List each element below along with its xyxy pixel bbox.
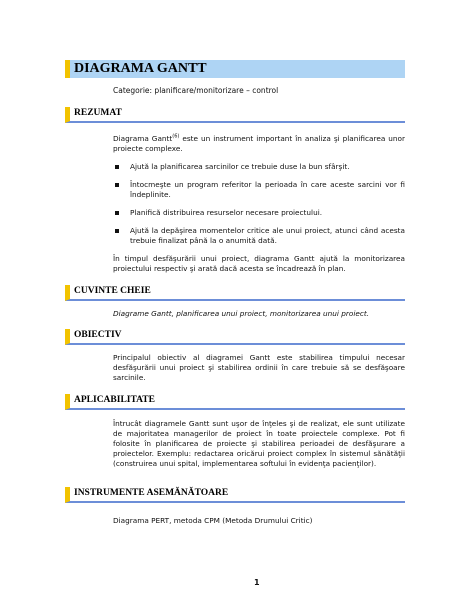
list-item: Planifică distribuirea resurselor necesare proiectului.	[113, 208, 405, 218]
section-heading: REZUMAT	[65, 107, 405, 123]
section-body: Întrucât diagramele Gantt sunt uşor de înţeles şi de realizat, ele sunt utilizate de majoritatea managerilor de proiect în toate proiectele complexe. Pot fi folosite în planificarea de proiecte şi stabilirea perioadei de desfăşurare a proiectelor. Exemplu: redactarea oricărui proiect complex în sistemul sănătăţii (construirea unui spital, implementarea softului în evidenţa pacienţilor).	[113, 419, 405, 468]
section-obiectiv	[65, 329, 405, 383]
rezumat-closing: În timpul desfăşurării unui proiect, diagrama Gantt ajută la monitorizarea proiectului respectiv şi arată dacă acesta se încadrează în plan.	[113, 254, 405, 273]
section-instrumente	[65, 487, 405, 526]
section-body: Diagrama PERT, metoda CPM (Metoda Drumului Critic)	[113, 516, 313, 525]
list-item: Ajută la depăşirea momentelor critice ale unui proiect, atunci când acesta trebuie finalizat până la o anumită dată.	[113, 226, 405, 246]
section-heading: APLICABILITATE	[65, 394, 405, 410]
square-bullet-icon	[115, 211, 119, 215]
section-heading: OBIECTIV	[65, 329, 405, 345]
section-body	[113, 134, 405, 274]
list-item: Ajută la planificarea sarcinilor ce trebuie duse la bun sfârşit.	[113, 162, 405, 172]
rezumat-intro: Diagrama Gantt$^{(6)}$ este un instrument important în analiza şi planificarea unor proiecte complexe.	[113, 133, 405, 153]
page-title: DIAGRAMA GANTT	[65, 60, 405, 78]
category-line: Categorie: planificare/monitorizare – control	[113, 86, 279, 95]
section-body: Diagrame Gantt, planificarea unui proiect, monitorizarea unui proiect.	[113, 309, 370, 318]
list-item: Întocmeşte un program referitor la perioada în care aceste sarcini vor fi îndeplinite.	[113, 180, 405, 200]
square-bullet-icon	[115, 165, 119, 169]
square-bullet-icon	[115, 229, 119, 233]
section-body: Principalul obiectiv al diagramei Gantt este stabilirea timpului necesar desfăşurării unui proiect şi stabilirea ordinii în care trebuie să se desfăşoare sarcinile.	[113, 353, 405, 382]
section-heading: CUVINTE CHEIE	[65, 285, 405, 301]
section-cuvinte-cheie	[65, 285, 405, 319]
citation-ref: (6)	[172, 133, 180, 140]
section-rezumat	[65, 107, 405, 274]
page-number: 1	[254, 578, 260, 587]
square-bullet-icon	[115, 183, 119, 187]
section-aplicabilitate	[65, 394, 405, 469]
section-heading: INSTRUMENTE ASEMĂNĂTOARE	[65, 487, 405, 503]
bullet-list	[113, 162, 405, 246]
